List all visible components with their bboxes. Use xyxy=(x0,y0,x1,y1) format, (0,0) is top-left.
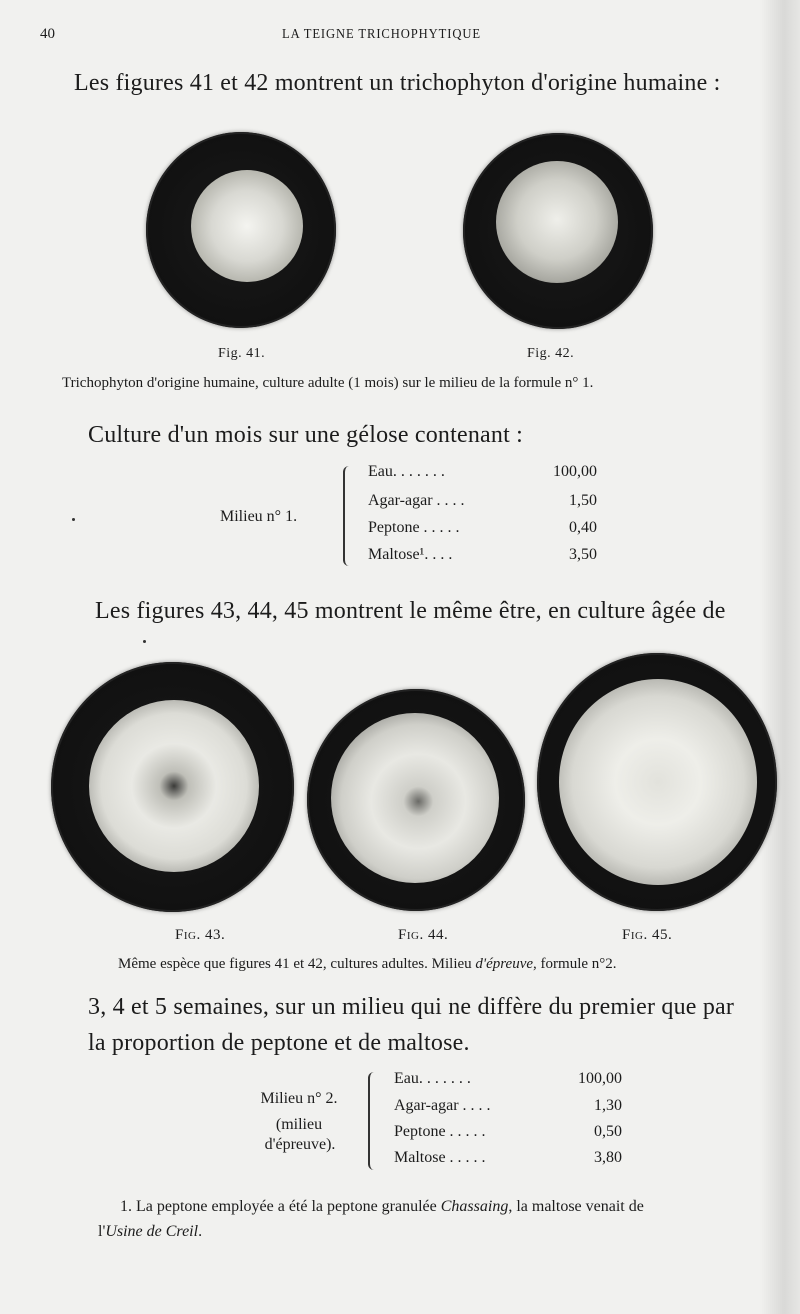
footnote-line-2 xyxy=(98,1223,202,1241)
medium-1-row-name: Agar-agar . . . . xyxy=(368,492,465,509)
figure-44-label: Fig. 44. xyxy=(398,927,449,943)
caption-bottom-italic: d'épreuve xyxy=(475,956,534,972)
intro-text: Les figures 41 et 42 montrent un trichophyton d'origine humaine : xyxy=(74,70,721,96)
medium-2-row-value: 1,30 xyxy=(594,1097,622,1114)
figure-43-colony xyxy=(89,700,259,872)
caption-bottom-text-end: , formule n°2. xyxy=(533,956,617,972)
medium-2-row-value: 0,50 xyxy=(594,1123,622,1140)
medium-1-row-value: 1,50 xyxy=(569,492,597,509)
medium-1-row-value: 3,50 xyxy=(569,546,597,563)
figure-45-colony xyxy=(559,679,757,885)
medium-2-row-name: Eau. . . . . . . xyxy=(394,1070,471,1087)
medium-1-row-value: 0,40 xyxy=(569,519,597,536)
medium-2-row-name: Peptone . . . . . xyxy=(394,1123,486,1140)
figure-42-petri-dish xyxy=(463,133,653,329)
medium-1-row-name: Eau. . . . . . . xyxy=(368,463,445,480)
medium-2-sublabel: d'épreuve). xyxy=(264,1136,336,1153)
footnote-text: 1. La peptone employée a été la peptone granulée xyxy=(120,1198,441,1215)
figure-44-petri-dish xyxy=(307,689,525,911)
page-number: 40 xyxy=(40,26,55,42)
medium-2-brace xyxy=(368,1072,380,1170)
figure-44-colony xyxy=(331,713,499,883)
paragraph-line-1: 3, 4 et 5 semaines, sur un milieu qui ne diffère du premier que par xyxy=(88,994,735,1020)
footnote-text: l' xyxy=(98,1223,106,1240)
figure-45-petri-dish xyxy=(537,653,777,911)
page-edge-shadow xyxy=(760,0,800,1314)
medium-1-label: Milieu n° 1. xyxy=(220,508,298,525)
medium-2-row-value: 3,80 xyxy=(594,1149,622,1166)
footnote-text: , la maltose venait de xyxy=(508,1198,644,1215)
figure-43-label: Fig. 43. xyxy=(175,927,226,943)
figure-41-label: Fig. 41. xyxy=(218,346,266,361)
figure-caption-bottom xyxy=(118,956,617,973)
stray-mark xyxy=(143,640,146,643)
medium-1-row-value: 100,00 xyxy=(553,463,597,480)
medium-2-row-value: 100,00 xyxy=(578,1070,622,1087)
medium-2-sublabel: (milieu xyxy=(275,1116,323,1133)
paragraph-line-2: la proportion de peptone et de maltose. xyxy=(88,1030,470,1056)
footnote-line-1 xyxy=(120,1198,644,1216)
medium-2-label: Milieu n° 2. xyxy=(260,1090,338,1107)
medium-1-row-name: Maltose¹. . . . xyxy=(368,546,453,563)
figure-43-petri-dish xyxy=(51,662,294,912)
figure-42-colony xyxy=(496,161,618,283)
footnote-text: . xyxy=(198,1223,203,1240)
medium-1-row-name: Peptone . . . . . xyxy=(368,519,460,536)
figure-45-label: Fig. 45. xyxy=(622,927,673,943)
footnote-italic: Usine de Creil xyxy=(105,1223,199,1240)
figure-41-colony xyxy=(191,170,303,282)
medium-2-row-name: Agar-agar . . . . xyxy=(394,1097,491,1114)
figure-caption-top: Trichophyton d'origine humaine, culture adulte (1 mois) sur le milieu de la formule n° 1. xyxy=(62,375,594,391)
footnote-italic: Chassaing xyxy=(440,1198,509,1215)
stray-mark xyxy=(72,518,75,521)
figure-41-petri-dish xyxy=(146,132,336,328)
caption-bottom-text: Même espèce que figures 41 et 42, cultures adultes. Milieu xyxy=(118,956,476,972)
figure-42-label: Fig. 42. xyxy=(527,346,575,361)
figures-intro-text: Les figures 43, 44, 45 montrent le même être, en culture âgée de xyxy=(95,598,726,624)
medium-1-brace xyxy=(343,466,355,566)
running-title: LA TEIGNE TRICHOPHYTIQUE xyxy=(282,27,481,42)
culture-text: Culture d'un mois sur une gélose contenant : xyxy=(88,422,524,448)
medium-2-row-name: Maltose . . . . . xyxy=(394,1149,486,1166)
